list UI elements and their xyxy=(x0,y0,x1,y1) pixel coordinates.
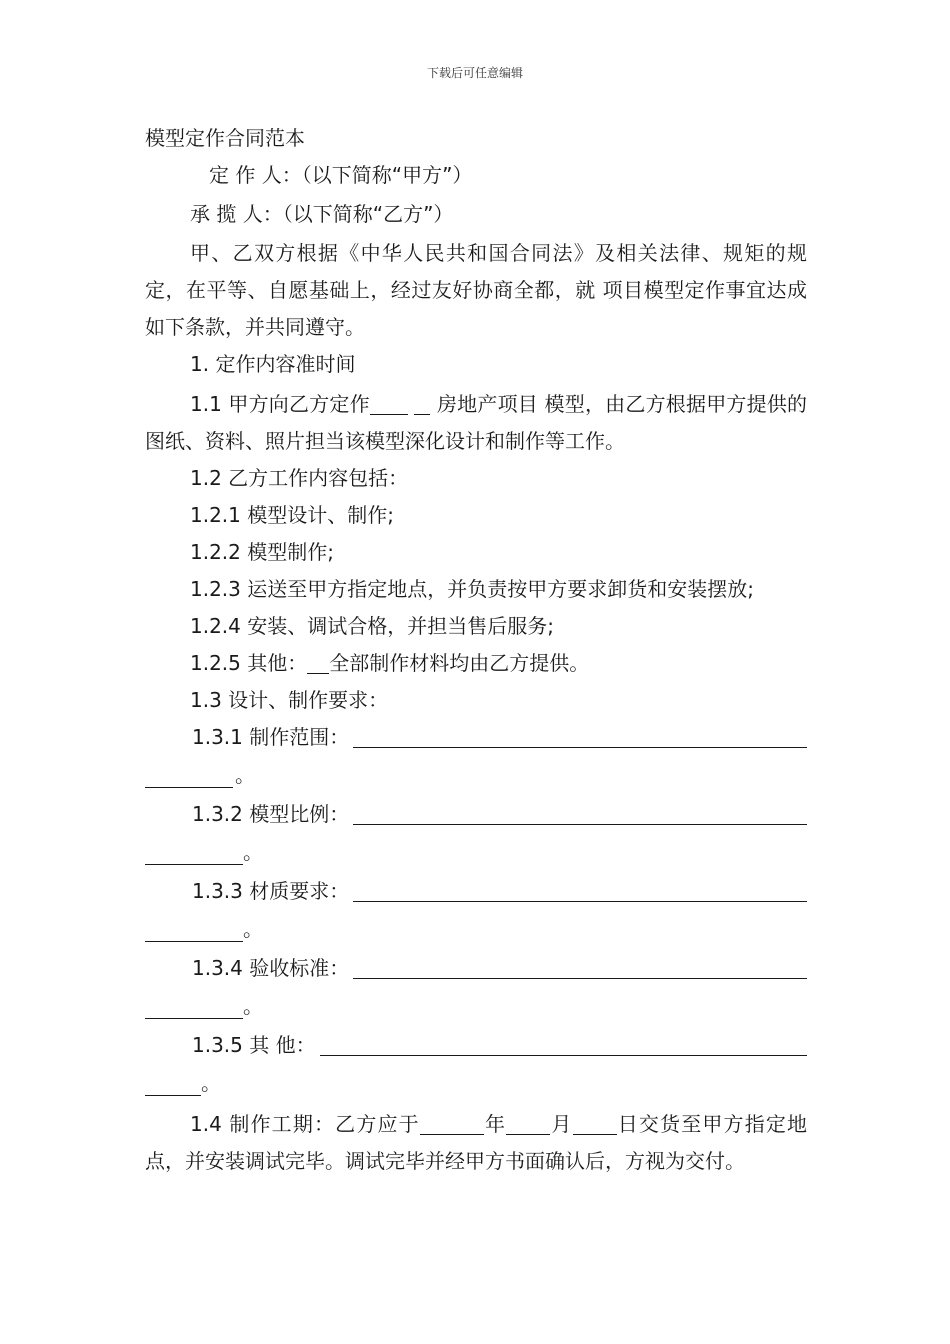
clause-1-1 xyxy=(145,386,807,460)
clause-1-3-3-label: 1.3.3 材质要求： xyxy=(192,879,350,903)
clause-1-3-5 xyxy=(145,1027,807,1064)
intro-paragraph xyxy=(145,235,807,346)
clause-1-1-suffix: 房地产项目 模型，由乙方根据甲方提供的图纸、资料、照片担当该模型深化设计和制作等工作。 xyxy=(145,392,808,453)
clause-1-3-3-tail xyxy=(145,910,807,950)
period-mark: 。 xyxy=(243,917,263,941)
blank-other-req[interactable] xyxy=(320,1031,807,1056)
blank-acceptance[interactable] xyxy=(353,954,807,979)
clause-1-2-5-suffix: 全部制作材料均由乙方提供。 xyxy=(329,651,590,675)
contract-body xyxy=(145,120,807,1180)
blank-material[interactable] xyxy=(353,877,807,902)
blank-scope-cont[interactable] xyxy=(145,763,233,788)
clause-1-3-3 xyxy=(145,873,807,910)
clause-1-3-1-label: 1.3.1 制作范围： xyxy=(192,725,350,749)
clause-1-2-3: 1.2.3 运送至甲方指定地点，并负责按甲方要求卸货和安装摆放; xyxy=(190,577,754,601)
clause-1-3-2-label: 1.3.2 模型比例： xyxy=(192,802,350,826)
period-mark: 。 xyxy=(243,840,263,864)
clause-1-3-1 xyxy=(145,719,807,756)
section-1-heading: 1. 定作内容准时间 xyxy=(190,352,356,376)
period-mark: 。 xyxy=(201,1071,221,1095)
period-mark: 。 xyxy=(243,994,263,1018)
clause-1-4-prefix: 1.4 制作工期：乙方应于 xyxy=(190,1112,420,1136)
clause-1-3-4 xyxy=(145,950,807,987)
clause-1-3-5-label: 1.3.5 其 他： xyxy=(192,1033,316,1057)
clause-1-3-2 xyxy=(145,796,807,833)
clause-1-3-5-tail xyxy=(145,1064,807,1104)
blank-month[interactable] xyxy=(506,1112,550,1135)
blank-scope[interactable] xyxy=(353,723,807,748)
document-title: 模型定作合同范本 xyxy=(145,126,305,150)
party-b-line: 承 揽 人：（以下简称“乙方”） xyxy=(190,202,454,226)
clause-1-2-2: 1.2.2 模型制作; xyxy=(190,540,334,564)
intro-text: 甲、乙双方根据《中华人民共和国合同法》及相关法律、规矩的规定，在平等、自愿基础上，经过友好协商全都，就 项目模型定作事宜达成如下条款，并共同遵守。 xyxy=(145,241,807,339)
blank-day[interactable] xyxy=(573,1112,617,1135)
blank-scale[interactable] xyxy=(353,800,807,825)
party-a-line: 定 作 人：（以下简称“甲方”） xyxy=(209,163,473,187)
blank-material-cont[interactable] xyxy=(145,917,243,942)
blank-other-req-cont[interactable] xyxy=(145,1071,201,1096)
clause-1-4-suffix: 日交货至甲方指定地点，并安装调试完毕。调试完毕并经甲方书面确认后，方视为交付。 xyxy=(145,1112,808,1173)
clause-1-4 xyxy=(145,1106,807,1180)
clause-1-1-prefix: 1.1 甲方向乙方定作 xyxy=(190,392,370,416)
clause-1-2-1: 1.2.1 模型设计、制作; xyxy=(190,503,394,527)
blank-scale-cont[interactable] xyxy=(145,840,243,865)
blank-year[interactable] xyxy=(420,1112,484,1135)
blank-project-name-2[interactable] xyxy=(414,392,430,415)
blank-other[interactable] xyxy=(307,651,329,674)
clause-1-3-4-tail xyxy=(145,987,807,1027)
year-label: 年 xyxy=(483,1112,507,1136)
clause-1-2: 1.2 乙方工作内容包括： xyxy=(190,466,409,490)
clause-1-3: 1.3 设计、制作要求： xyxy=(190,688,389,712)
clause-1-2-5 xyxy=(145,645,807,682)
clause-1-3-4-label: 1.3.4 验收标准： xyxy=(192,956,350,980)
clause-1-3-1-tail xyxy=(145,756,807,796)
blank-acceptance-cont[interactable] xyxy=(145,994,243,1019)
blank-project-name[interactable] xyxy=(370,392,408,415)
clause-1-3-2-tail xyxy=(145,833,807,873)
clause-1-2-4: 1.2.4 安装、调试合格，并担当售后服务; xyxy=(190,614,554,638)
page-header: 下载后可任意编辑 xyxy=(426,66,523,80)
clause-1-2-5-prefix: 1.2.5 其他： xyxy=(190,651,308,675)
month-label: 月 xyxy=(550,1112,573,1136)
period-mark: 。 xyxy=(235,763,255,787)
